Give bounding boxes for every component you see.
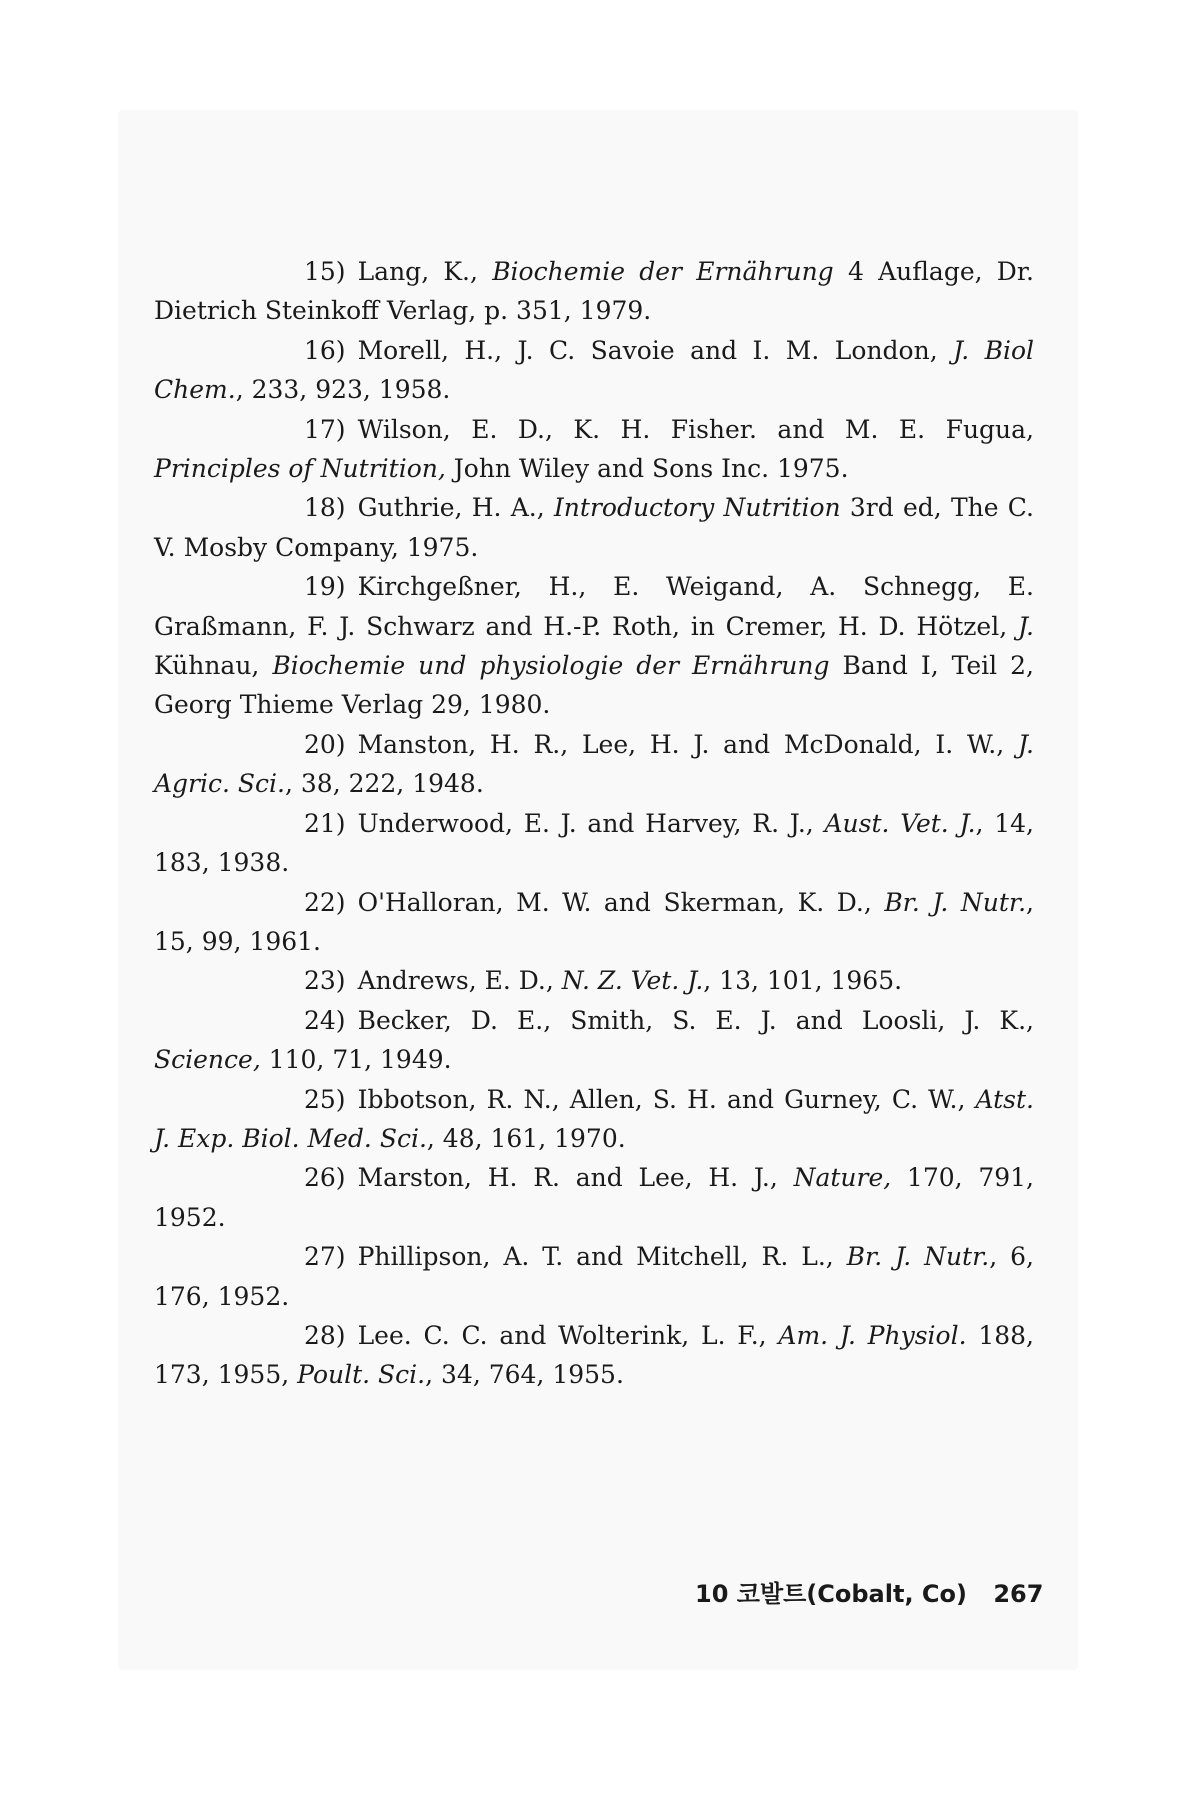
reference-text: Underwood, E. J. and Harvey, R. J., xyxy=(357,808,825,838)
reference-text: , 13, 101, 1965. xyxy=(703,966,903,996)
reference-number: 21) xyxy=(304,808,346,838)
reference-text: Lee. C. C. and Wolterink, L. F., xyxy=(357,1320,779,1350)
reference-title-italic: J. Agric. Sci. xyxy=(154,729,1034,799)
reference-number: 18) xyxy=(304,493,346,523)
reference-number: 23) xyxy=(304,966,346,996)
page-number: 267 xyxy=(993,1580,1044,1608)
reference-number: 15) xyxy=(304,257,346,286)
reference-title-italic: Science, xyxy=(154,1045,261,1075)
reference-title-italic: Poult. Sci. xyxy=(297,1360,426,1390)
reference-title-italic: Am. J. Physiol. xyxy=(778,1320,967,1350)
reference-text: 170, 791, 1952. xyxy=(154,1163,1034,1232)
reference-text: Phillipson, A. T. and Mitchell, R. L., xyxy=(357,1242,847,1272)
reference-text: John Wiley and Sons Inc. 1975. xyxy=(445,454,849,484)
reference-number: 16) xyxy=(304,335,346,365)
reference-item xyxy=(154,883,1034,962)
reference-item xyxy=(154,804,1034,883)
reference-text: Band I, Teil 2, Georg Thieme Verlag 29, 1980. xyxy=(154,651,1034,720)
reference-text: 110, 71, 1949. xyxy=(260,1045,452,1075)
reference-text: Wilson, E. D., K. H. Fisher. and M. E. Fugua, xyxy=(357,414,1034,444)
reference-text: 3rd ed, The C. V. Mosby Company, 1975. xyxy=(154,493,1034,562)
reference-title-italic: J. xyxy=(1017,611,1034,641)
reference-title-italic: Biochemie der Ernährung xyxy=(492,257,834,286)
reference-item xyxy=(154,1316,1034,1395)
reference-number: 24) xyxy=(304,1005,346,1035)
reference-text: Marston, H. R. and Lee, H. J., xyxy=(357,1163,794,1193)
reference-title-italic: Principles of Nutrition, xyxy=(154,454,446,484)
reference-number: 19) xyxy=(304,572,346,602)
reference-text: Becker, D. E., Smith, S. E. J. and Loosli, J. K., xyxy=(357,1005,1034,1035)
reference-text: Manston, H. R., Lee, H. J. and McDonald, I. W., xyxy=(357,729,1018,759)
reference-title-italic: Aust. Vet. J. xyxy=(824,808,976,838)
reference-text: Lang, K., xyxy=(357,257,493,286)
reference-item xyxy=(154,488,1034,567)
reference-text: , 48, 161, 1970. xyxy=(426,1123,626,1153)
reference-title-italic: Br. J. Nutr. xyxy=(846,1242,990,1272)
reference-text: , 6, 176, 1952. xyxy=(154,1242,1034,1311)
reference-text: Kühnau, xyxy=(154,651,273,681)
page-footer xyxy=(695,1574,1044,1609)
reference-text: , 233, 923, 1958. xyxy=(235,375,451,405)
reference-item xyxy=(154,252,1034,331)
reference-title-italic: Biochemie und physiologie der Ernährung xyxy=(272,651,830,681)
reference-text: 188, 173, 1955, xyxy=(154,1320,1034,1390)
reference-title-italic: N. Z. Vet. J. xyxy=(561,966,704,996)
reference-title-italic: J. Biol Chem. xyxy=(154,335,1035,405)
reference-text: Kirchgeßner, H., E. Weigand, A. Schnegg, E. Graßmann, F. J. Schwarz and H.-P. Roth, in Cremer, H. D. Hötzel, xyxy=(154,572,1034,641)
reference-text: , 38, 222, 1948. xyxy=(284,769,484,799)
reference-item xyxy=(154,331,1034,410)
reference-number: 22) xyxy=(304,887,346,917)
reference-number: 28) xyxy=(304,1320,346,1350)
reference-item xyxy=(154,1237,1034,1316)
reference-item xyxy=(154,1158,1034,1237)
reference-text: , 34, 764, 1955. xyxy=(425,1360,624,1390)
reference-text: Guthrie, H. A., xyxy=(357,493,554,523)
reference-number: 26) xyxy=(304,1163,346,1193)
reference-number: 17) xyxy=(304,414,346,444)
reference-text: , 15, 99, 1961. xyxy=(154,887,1034,956)
reference-item xyxy=(154,567,1034,725)
reference-title-italic: Nature, xyxy=(793,1163,892,1193)
reference-item xyxy=(154,1001,1034,1080)
reference-title-italic: Introductory Nutrition xyxy=(553,493,841,523)
reference-title-italic: Atst. J. Exp. Biol. Med. Sci. xyxy=(154,1084,1034,1153)
reference-number: 25) xyxy=(304,1084,346,1114)
chapter-section-label: 10 코발트(Cobalt, Co) xyxy=(695,1580,967,1608)
reference-text: 4 Auflage, Dr. Dietrich Steinkoff Verlag, p. 351, 1979. xyxy=(154,257,1035,326)
reference-text: O'Halloran, M. W. and Skerman, K. D., xyxy=(357,887,885,917)
reference-item xyxy=(154,961,1034,1000)
reference-number: 20) xyxy=(304,729,346,759)
reference-text: Morell, H., J. C. Savoie and I. M. London, xyxy=(357,335,954,365)
reference-list xyxy=(154,252,1034,1395)
reference-title-italic: Br. J. Nutr. xyxy=(884,887,1027,917)
reference-item xyxy=(154,725,1034,804)
reference-text: , 14, 183, 1938. xyxy=(154,808,1034,878)
reference-item xyxy=(154,1080,1034,1159)
reference-number: 27) xyxy=(304,1242,346,1272)
reference-text: Andrews, E. D., xyxy=(357,966,562,996)
reference-text: Ibbotson, R. N., Allen, S. H. and Gurney, C. W., xyxy=(357,1084,976,1114)
reference-item xyxy=(154,410,1034,489)
